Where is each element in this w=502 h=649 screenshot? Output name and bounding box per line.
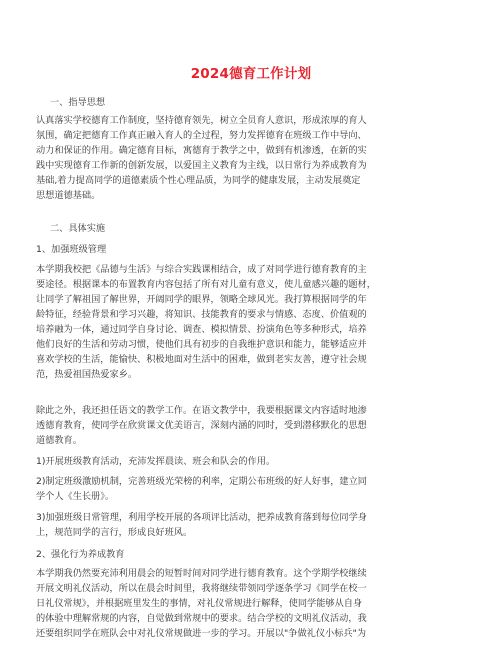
text-line: 上，规范同学的言行，形成良好班风。 [36, 527, 193, 538]
text-line: 日礼仪常规》，并根据班里发生的事情，对礼仪常规进行解释，使同学能够从自身 [36, 598, 363, 609]
section-heading-implementation: 二、具体实施 [50, 223, 106, 234]
text-line: 道德教育。 [36, 435, 82, 446]
text-line: 动力和保证的作用。确定德育目标，寓德育于教学之中，做到有机渗透，在新的实 [36, 145, 367, 156]
paragraph-behavior [36, 566, 470, 641]
paragraph-guiding [36, 113, 470, 203]
text-line: 培养融为一体，通过同学自身讨论、调查、模拟情景、扮演角色等多种形式，培养 [36, 324, 367, 335]
subheading-behavior: 2、强化行为养成教育 [36, 549, 125, 560]
text-line: 让同学了解祖国了解世界，开阔同学的眼界，领略全球风光。我打算根据同学的年 [36, 294, 367, 305]
list-item-1: 1)开展班级教育活动，充沛发挥晨读、班会和队会的作用。 [36, 456, 276, 467]
text-line: 本学期我校把《品德与生活》与综合实践课相结合，成了对同学进行德育教育的主 [36, 264, 367, 275]
text-line: 除此之外，我还担任语文的教学工作。在语文教学中，我要根据课文内容适时地渗 [36, 405, 367, 416]
text-line: 思想道德基础。 [36, 190, 101, 201]
list-item-2 [36, 474, 470, 504]
text-line: 3)加强班级日常管理，利用学校开展的各项评比活动，把养成教育落到每位同学身 [36, 512, 367, 523]
text-line: 还要组织同学在班队会中对礼仪常规做进一步的学习。开展以"争做礼仪小标兵"为 [36, 628, 367, 639]
text-line: 氛围，确定把德育工作真正融入育人的全过程，努力发挥德育在班级工作中导向、 [36, 130, 367, 141]
list-item-3 [36, 510, 470, 540]
text-line: 学个人《生长册》。 [36, 491, 115, 502]
text-line: 开展文明礼仪活动，所以在晨会时间里，我将继续带领同学逐条学习《同学在校一 [36, 583, 367, 594]
text-line: 践中实现德育工作新的创新发展，以爱国主义教育为主线，以日常行为养成教育为 [36, 160, 367, 171]
text-line: 龄特征，经验背景和学习兴趣，将知识、技能教育的要求与情感、态度、价值观的 [36, 309, 367, 320]
paragraph-class-management-1 [36, 262, 470, 382]
text-line: 他们良好的生活和劳动习惯，使他们具有初步的自我维护意识和能力，能够适应并 [36, 339, 367, 350]
document-title: 2024德育工作计划 [190, 66, 312, 82]
text-line: 要途径。根据课本的布置教育内容包括了所有对儿童有意义，使儿童感兴趣的题材， [36, 279, 376, 290]
paragraph-class-management-2 [36, 403, 470, 448]
text-line: 基础,着力提高同学的道德素质个性心理品质，为同学的健康发展，主动发展奠定 [36, 175, 361, 186]
text-line: 喜欢学校的生活，能愉快、积极地面对生活中的困难，做到老实友善，遵守社会规 [36, 354, 367, 365]
text-line: 范，热爱祖国热爱家乡。 [36, 369, 138, 380]
text-line: 透德育教育，使同学在欣赏课文优美语言，深刻内涵的同时，受到潜移默化的思想 [36, 420, 367, 431]
subheading-class-management: 1、加强班级管理 [36, 244, 107, 255]
text-line: 本学期我仍然要充沛利用晨会的短暂时间对同学进行德育教育。这个学期学校继续 [36, 568, 367, 579]
text-line: 2)制定班级激励机制，完善班级光荣榜的利率，定期公布班级的好人好事，建立同 [36, 476, 367, 487]
text-line: 认真落实学校德育工作制度，坚持德育领先，树立全员育人意识，形成浓厚的育人 [36, 115, 367, 126]
text-line: 的体验中理解常规的内容，自觉做到常规中的要求。结合学校的文明礼仪活动，我 [36, 613, 367, 624]
section-heading-guiding: 一、指导思想 [50, 97, 106, 108]
